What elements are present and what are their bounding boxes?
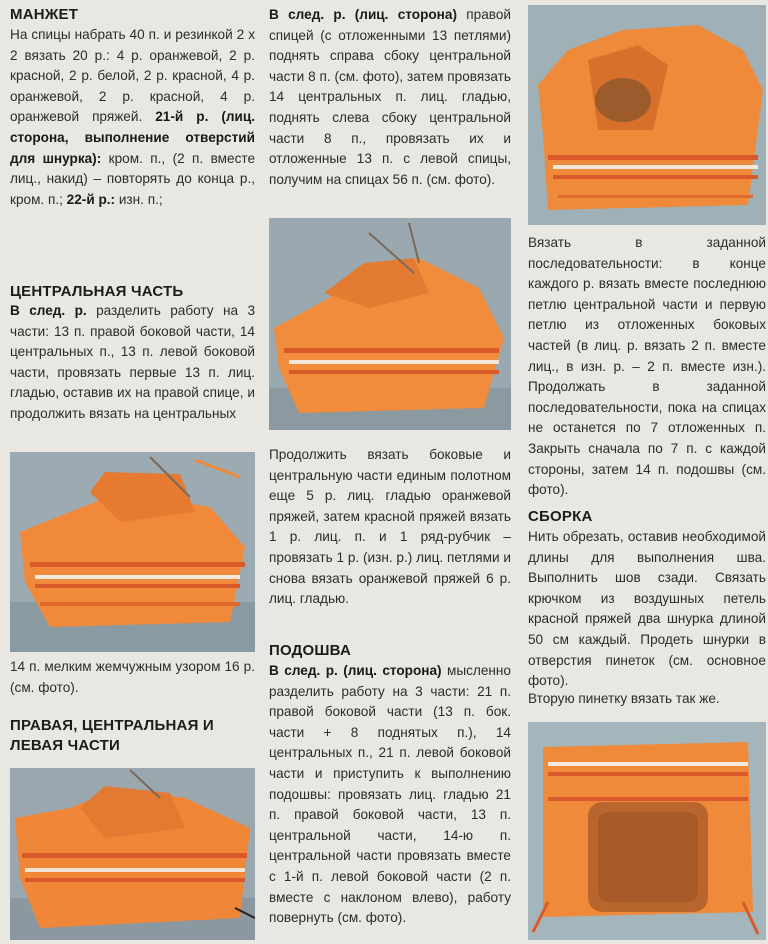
- photo-sole: [528, 5, 766, 225]
- continue-paragraph: Продолжить вязать боковые и центральную части единым полотном еще 5 р. лиц. гладью оранжевой пряжей, затем красной пряжей вязать 1 р. лиц. п. и 1 ряд-рубчик – провязать 1 р. (изн. р.) лиц. петлями и снова вязать оранжевой пряжей 6 р. лиц. гладью.: [269, 447, 511, 607]
- next-lead: В след. р. (лиц. сторона): [269, 7, 457, 22]
- sole-lead: В след. р. (лиц. сторона): [269, 663, 442, 678]
- row21-text: кром. п., (2 п. вместе лиц., накид) – повторять до конца р., кром. п.;: [10, 150, 255, 207]
- row22-text: изн. п.;: [118, 191, 163, 207]
- final-note: Вторую пинетку вязать так же.: [528, 691, 720, 706]
- central-lead: В след. р.: [10, 303, 87, 318]
- cuff-heading: МАНЖЕТ: [10, 6, 79, 23]
- cuff-paragraph: [10, 25, 255, 210]
- central-paragraph: [10, 301, 255, 425]
- assembly-paragraph: Нить обрезать, оставив необходимой длины для выполнения шва. Выполнить шов сзади. Связать крючком из воздушных петель красной пряжей два шнурка длиной 50 см каждый. Продеть шнурки в отверстия пинеток (см. основное фото).: [528, 529, 766, 689]
- sole-heading: ПОДОШВА: [269, 642, 351, 659]
- photo-central-part: [10, 452, 255, 652]
- central-continued: 14 п. мелким жемчужным узором 16 р. (см. фото).: [10, 659, 255, 695]
- central-text: разделить работу на 3 части: 13 п. правой боковой части, 14 центральных п., 13 п. левой боковой части, провязать первые 13 п. лиц. гладью, оставив их на правой спице, и продолжить вязать на центральных: [10, 303, 256, 421]
- photo-parts: [10, 768, 255, 940]
- cuff-text: На спицы набрать 40 п. и резинкой 2 х 2 вязать 20 р.: 4 р. оранжевой, 2 р. красной, 2 р. белой, 2 р. красной, 4 р. оранжевой, 2 р. красной, 4 р. оранжевой пряжей.: [10, 27, 255, 125]
- next-row-paragraph: [269, 5, 511, 190]
- row21-lead: 21-й р. (лиц. сторона, выполнение отверстий для шнурка):: [10, 109, 256, 166]
- row22-lead: 22-й р.:: [66, 191, 116, 207]
- assembly-heading: СБОРКА: [528, 508, 593, 525]
- sequence-paragraph: Вязать в заданной последовательности: в конце каждого р. вязать вместе последнюю петлю центральной части и первую петлю из отложенных боковых частей (в лиц. р. вязать 2 п. вместе лиц., в изн. р. – 2 п. вместе изн.). Продолжать в заданной последовательности, пока на спицах не останется по 7 отложенных п. Закрыть сначала по 7 п. с каждой стороны, затем 14 п. подошвы (см. фото).: [528, 235, 766, 498]
- next-text: правой спицей (с отложенными 13 петлями) поднять справа сбоку центральной части 8 п. (см. фото), затем провязать 14 центральных п. лиц. гладью, поднять слева сбоку центральной части 8 п., провязать их и отложенные 13 п. с левой спицы, получим на спицах 56 п. (см. фото).: [269, 7, 512, 187]
- sole-text: мысленно разделить работу на 3 части: 21 п. правой боковой части (13 п. бок. части + 8 поднятых п.), 14 центральных п., 21 п. левой боковой части и приступить к выполнению подошвы: провязать лиц. гладью 21 п. правой боковой части, 13 п. центральной части, 14-ю п. центральной части провязать вместе с 1-й п. левой боковой части (2 п. вместе с наклоном влево), работу повернуть (см. фото).: [269, 663, 511, 926]
- photo-56-stitches: [269, 218, 511, 430]
- sole-paragraph: [269, 661, 511, 929]
- parts-heading: ПРАВАЯ, ЦЕНТРАЛЬНАЯ И ЛЕВАЯ ЧАСТИ: [10, 717, 214, 754]
- photo-finished-bootie: [528, 722, 766, 940]
- central-heading: ЦЕНТРАЛЬНАЯ ЧАСТЬ: [10, 283, 184, 300]
